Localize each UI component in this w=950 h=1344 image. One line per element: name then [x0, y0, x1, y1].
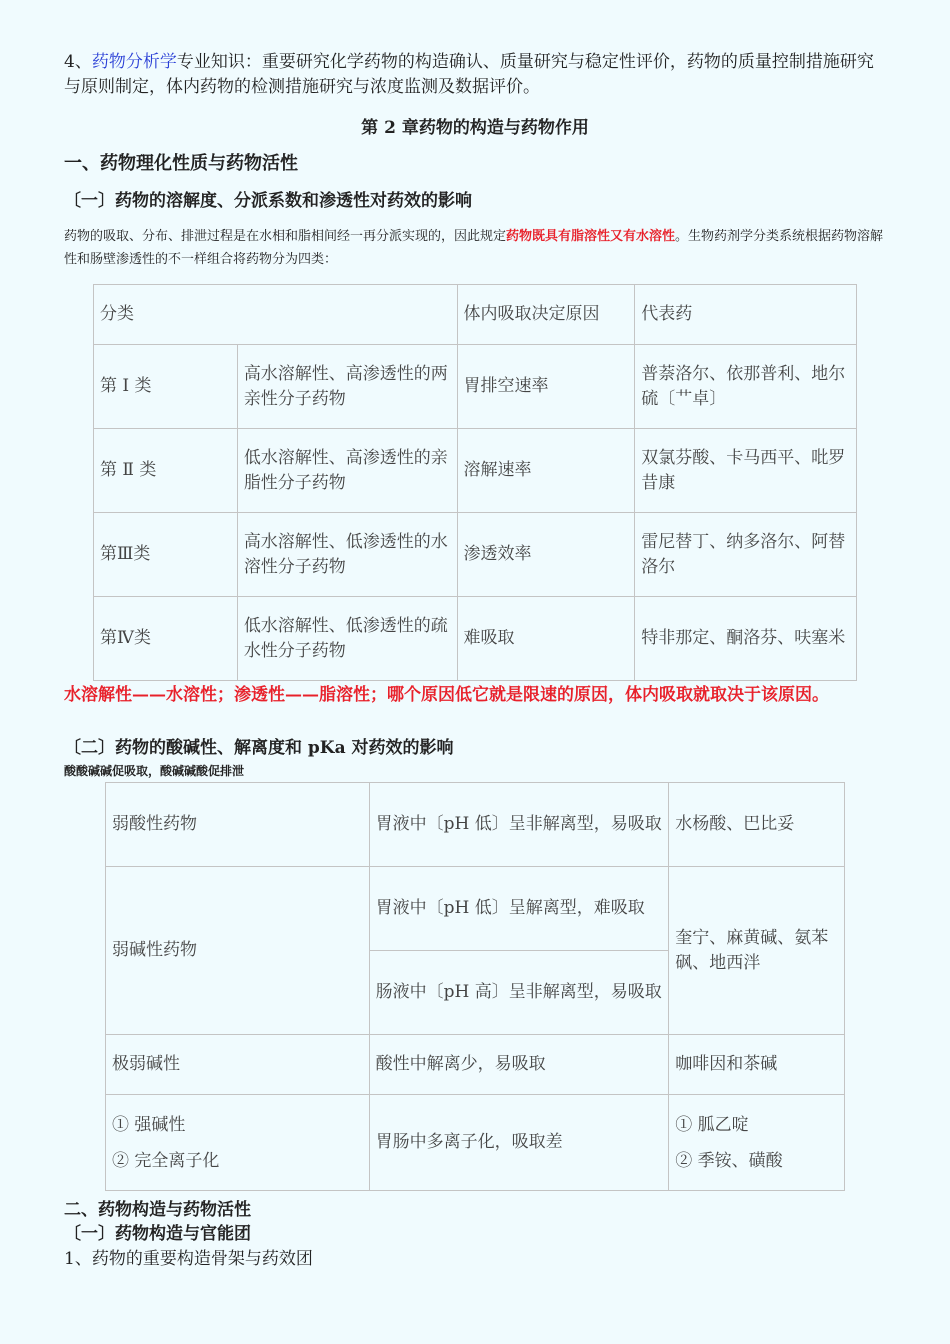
- table-row: [94, 597, 857, 681]
- section2-title: 二、药物构造与药物活性: [64, 1200, 251, 1220]
- header-factor: 体内吸取决定原因: [457, 285, 635, 345]
- cell-desc: 高水溶解性、高渗透性的两亲性分子药物: [237, 345, 457, 429]
- cell-type: 弱碱性药物: [106, 867, 370, 1035]
- cell-drugs: 雷尼替丁、纳多洛尔、阿替洛尔: [635, 513, 857, 597]
- table-row: [94, 513, 857, 597]
- table-header-row: [94, 285, 857, 345]
- intro-text: 专业知识：重要研究化学药物的构造确认、质量研究与稳定性评价，药物的质量控制措施研究与原则制定，体内药物的检测措施研究与浓度监测及数据评价。: [64, 52, 874, 97]
- type-a: ① 强碱性: [112, 1114, 186, 1135]
- drugs-a: ① 胍乙啶: [675, 1114, 749, 1135]
- cell-type: 弱酸性药物: [106, 783, 370, 867]
- cell-factor: 溶解速率: [457, 429, 635, 513]
- table-row: [106, 1095, 845, 1191]
- cell-class: 第 Ⅰ 类: [94, 345, 238, 429]
- analysis-link[interactable]: 药物分析学: [91, 52, 177, 72]
- cell-factor: 渗透效率: [457, 513, 635, 597]
- sub2-title: 〔二〕药物的酸碱性、解离度和 pKa 对药效的影响: [64, 738, 454, 758]
- cell-factor: 难吸取: [457, 597, 635, 681]
- bcs-table: [93, 284, 857, 681]
- cell-type: 极弱碱性: [106, 1035, 370, 1095]
- cell-drugs: 双氯芬酸、卡马西平、吡罗昔康: [635, 429, 857, 513]
- cell-drugs: 特非那定、酮洛芬、呋塞米: [635, 597, 857, 681]
- drugs-b: ② 季铵、磺酸: [675, 1150, 783, 1171]
- para1: [64, 225, 890, 271]
- para1-highlight: 药物既具有脂溶性又有水溶性: [506, 229, 676, 244]
- table-row: [94, 429, 857, 513]
- cell-drugs: 奎宁、麻黄碱、氨苯砜、地西泮: [669, 867, 845, 1035]
- table-row: [106, 867, 845, 951]
- acid-base-table: [105, 782, 845, 1191]
- cell-desc: 胃液中〔pH 低〕呈非解离型，易吸取: [369, 783, 669, 867]
- section2-item: 1、药物的重要构造骨架与药效团: [64, 1249, 313, 1269]
- red-note: 水溶解性——水溶性；渗透性——脂溶性；哪个原因低它就是限速的原因，体内吸取就取决于该原因。: [64, 685, 829, 705]
- cell-drugs: [669, 1095, 845, 1191]
- para1-before: 药物的吸取、分布、排泄过程是在水相和脂相间经一再分派实现的，因此规定: [64, 229, 507, 244]
- sub1-title: 〔一〕药物的溶解度、分派系数和渗透性对药效的影响: [64, 191, 472, 211]
- mnemonic: 酸酸碱碱促吸取，酸碱碱酸促排泄: [64, 764, 245, 778]
- para1-after: 。生物药剂学分类系统根据药物溶解性和肠壁渗透性的不一样组合将药物分为四类：: [64, 229, 884, 267]
- header-drugs: 代表药: [635, 285, 857, 345]
- cell-drugs: 普萘洛尔、依那普利、地尔硫〔艹卓〕: [635, 345, 857, 429]
- cell-desc: 酸性中解离少，易吸取: [369, 1035, 669, 1095]
- table-row: [94, 345, 857, 429]
- table-row: [106, 1035, 845, 1095]
- cell-desc: 低水溶解性、低渗透性的疏水性分子药物: [237, 597, 457, 681]
- cell-type: [106, 1095, 370, 1191]
- cell-class: 第Ⅳ类: [94, 597, 238, 681]
- intro-prefix: 4、: [64, 52, 92, 72]
- chapter-title: 第 2 章药物的构造与药物作用: [361, 118, 589, 138]
- cell-class: 第 Ⅱ 类: [94, 429, 238, 513]
- cell-drugs: 咖啡因和茶碱: [669, 1035, 845, 1095]
- cell-desc: 低水溶解性、高渗透性的亲脂性分子药物: [237, 429, 457, 513]
- cell-class: 第Ⅲ类: [94, 513, 238, 597]
- cell-desc: 肠液中〔pH 高〕呈非解离型，易吸取: [369, 951, 669, 1035]
- cell-desc: 胃肠中多离子化，吸取差: [369, 1095, 669, 1191]
- type-b: ② 完全离子化: [112, 1150, 220, 1171]
- cell-factor: 胃排空速率: [457, 345, 635, 429]
- cell-desc: 胃液中〔pH 低〕呈解离型，难吸取: [369, 867, 669, 951]
- cell-desc: 高水溶解性、低渗透性的水溶性分子药物: [237, 513, 457, 597]
- header-class: 分类: [94, 285, 458, 345]
- cell-drugs: 水杨酸、巴比妥: [669, 783, 845, 867]
- section2-sub: 〔一〕药物构造与官能团: [64, 1224, 251, 1244]
- table-row: [106, 783, 845, 867]
- intro-paragraph: [64, 50, 888, 100]
- section1-title: 一、药物理化性质与药物活性: [64, 153, 298, 174]
